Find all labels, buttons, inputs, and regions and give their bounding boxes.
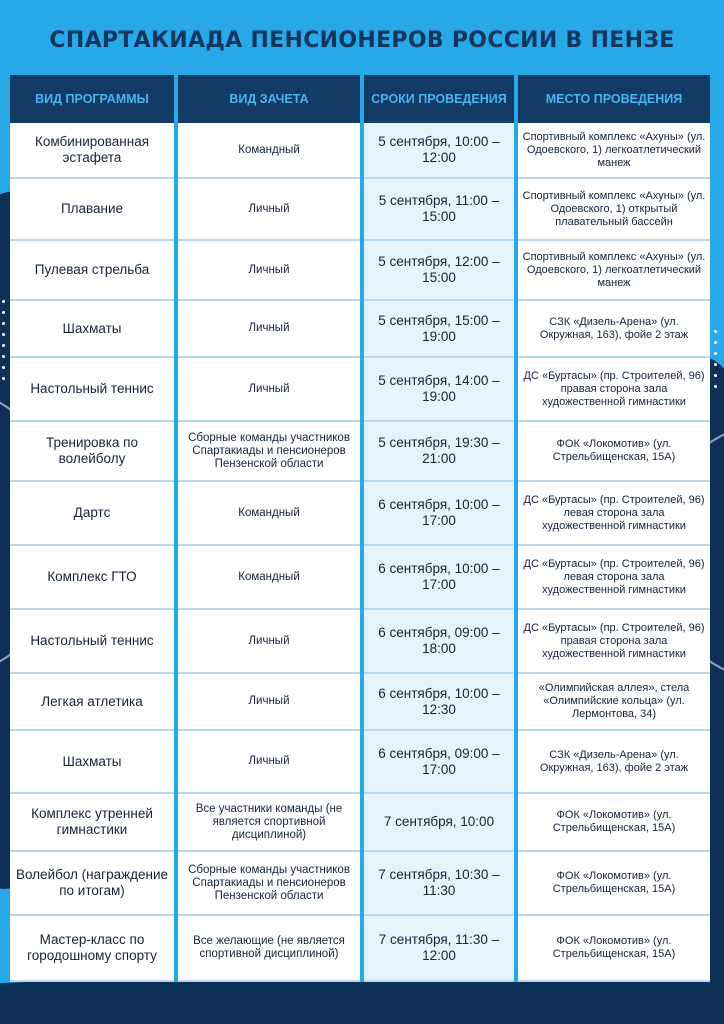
- cell-scoring: Сборные команды участников Спартакиады и пенсионеров Пензенской области: [176, 851, 362, 915]
- cell-dates: 6 сентября, 09:00 – 17:00: [362, 730, 516, 793]
- table-row: [10, 481, 710, 545]
- page-title: СПАРТАКИАДА ПЕНСИОНЕРОВ РОССИИ В ПЕНЗЕ: [49, 28, 675, 53]
- table-row: [10, 915, 710, 981]
- cell-program: Волейбол (награждение по итогам): [10, 851, 176, 915]
- cell-dates: 5 сентября, 14:00 – 19:00: [362, 357, 516, 421]
- cell-scoring: Личный: [176, 300, 362, 357]
- cell-dates: 5 сентября, 11:00 – 15:00: [362, 178, 516, 240]
- cell-scoring: Командный: [176, 123, 362, 178]
- cell-venue: ДС «Буртасы» (пр. Строителей, 96) левая сторона зала художественной гимнастики: [516, 481, 710, 545]
- table-row: [10, 421, 710, 481]
- cell-program: Настольный теннис: [10, 609, 176, 673]
- cell-venue: ФОК «Локомотив» (ул. Стрельбищенская, 15А): [516, 851, 710, 915]
- cell-scoring: Командный: [176, 481, 362, 545]
- cell-venue: ФОК «Локомотив» (ул. Стрельбищенская, 15А): [516, 915, 710, 981]
- cell-program: Тренировка по волейболу: [10, 421, 176, 481]
- cell-program: Комбинированная эстафета: [10, 123, 176, 178]
- cell-scoring: Личный: [176, 178, 362, 240]
- cell-scoring: Личный: [176, 609, 362, 673]
- table-row: [10, 609, 710, 673]
- table-row: [10, 300, 710, 357]
- cell-program: Мастер-класс по городошному спорту: [10, 915, 176, 981]
- cell-venue: ФОК «Локомотив» (ул. Стрельбищенская, 15А): [516, 421, 710, 481]
- header-venue: МЕСТО ПРОВЕДЕНИЯ: [516, 75, 710, 123]
- cell-program: Комплекс ГТО: [10, 545, 176, 609]
- cell-dates: 6 сентября, 10:00 – 12:30: [362, 673, 516, 730]
- cell-venue: СЗК «Дизель-Арена» (ул. Окружная, 163), фойе 2 этаж: [516, 300, 710, 357]
- cell-dates: 7 сентября, 11:30 – 12:00: [362, 915, 516, 981]
- cell-scoring: Личный: [176, 673, 362, 730]
- cell-program: Настольный теннис: [10, 357, 176, 421]
- cell-venue: «Олимпийская аллея», стела «Олимпийские кольца» (ул. Лермонтова, 34): [516, 673, 710, 730]
- table-row: [10, 178, 710, 240]
- cell-venue: Спортивный комплекс «Ахуны» (ул. Одоевского, 1) легкоатлетический манеж: [516, 240, 710, 300]
- cell-scoring: Личный: [176, 240, 362, 300]
- cell-dates: 5 сентября, 12:00 – 15:00: [362, 240, 516, 300]
- cell-program: Комплекс утренней гимнастики: [10, 793, 176, 851]
- table-header-row: [10, 75, 710, 123]
- background-dots-left: [2, 300, 8, 380]
- table-row: [10, 793, 710, 851]
- cell-program: Шахматы: [10, 300, 176, 357]
- header-scoring: ВИД ЗАЧЕТА: [176, 75, 362, 123]
- cell-venue: ДС «Буртасы» (пр. Строителей, 96) правая сторона зала художественной гимнастики: [516, 357, 710, 421]
- header-program: ВИД ПРОГРАММЫ: [10, 75, 176, 123]
- cell-program: Пулевая стрельба: [10, 240, 176, 300]
- table-row: [10, 673, 710, 730]
- cell-venue: ФОК «Локомотив» (ул. Стрельбищенская, 15А): [516, 793, 710, 851]
- cell-program: Плавание: [10, 178, 176, 240]
- cell-program: Шахматы: [10, 730, 176, 793]
- cell-venue: Спортивный комплекс «Ахуны» (ул. Одоевского, 1) открытый плавательный бассейн: [516, 178, 710, 240]
- cell-scoring: Сборные команды участников Спартакиады и пенсионеров Пензенской области: [176, 421, 362, 481]
- cell-venue: ДС «Буртасы» (пр. Строителей, 96) правая сторона зала художественной гимнастики: [516, 609, 710, 673]
- cell-dates: 6 сентября, 10:00 – 17:00: [362, 545, 516, 609]
- cell-dates: 6 сентября, 09:00 – 18:00: [362, 609, 516, 673]
- cell-venue: СЗК «Дизель-Арена» (ул. Окружная, 163), фойе 2 этаж: [516, 730, 710, 793]
- cell-scoring: Все участники команды (не является спортивной дисциплиной): [176, 793, 362, 851]
- cell-scoring: Командный: [176, 545, 362, 609]
- table-row: [10, 123, 710, 178]
- table-row: [10, 545, 710, 609]
- cell-dates: 5 сентября, 10:00 – 12:00: [362, 123, 516, 178]
- cell-program: Дартс: [10, 481, 176, 545]
- cell-dates: 7 сентября, 10:00: [362, 793, 516, 851]
- cell-dates: 6 сентября, 10:00 – 17:00: [362, 481, 516, 545]
- background-dots-right: [714, 330, 720, 388]
- cell-dates: 5 сентября, 15:00 – 19:00: [362, 300, 516, 357]
- cell-program: Легкая атлетика: [10, 673, 176, 730]
- table-row: [10, 357, 710, 421]
- table-row: [10, 730, 710, 793]
- cell-scoring: Личный: [176, 730, 362, 793]
- table-row: [10, 240, 710, 300]
- cell-scoring: Все желающие (не является спортивной дисциплиной): [176, 915, 362, 981]
- cell-venue: ДС «Буртасы» (пр. Строителей, 96) левая сторона зала художественной гимнастики: [516, 545, 710, 609]
- schedule-table: [10, 75, 710, 982]
- schedule-table-container: [10, 75, 710, 982]
- table-row: [10, 851, 710, 915]
- cell-scoring: Личный: [176, 357, 362, 421]
- cell-dates: 5 сентября, 19:30 – 21:00: [362, 421, 516, 481]
- header-dates: СРОКИ ПРОВЕДЕНИЯ: [362, 75, 516, 123]
- cell-dates: 7 сентября, 10:30 – 11:30: [362, 851, 516, 915]
- cell-venue: Спортивный комплекс «Ахуны» (ул. Одоевского, 1) легкоатлетический манеж: [516, 123, 710, 178]
